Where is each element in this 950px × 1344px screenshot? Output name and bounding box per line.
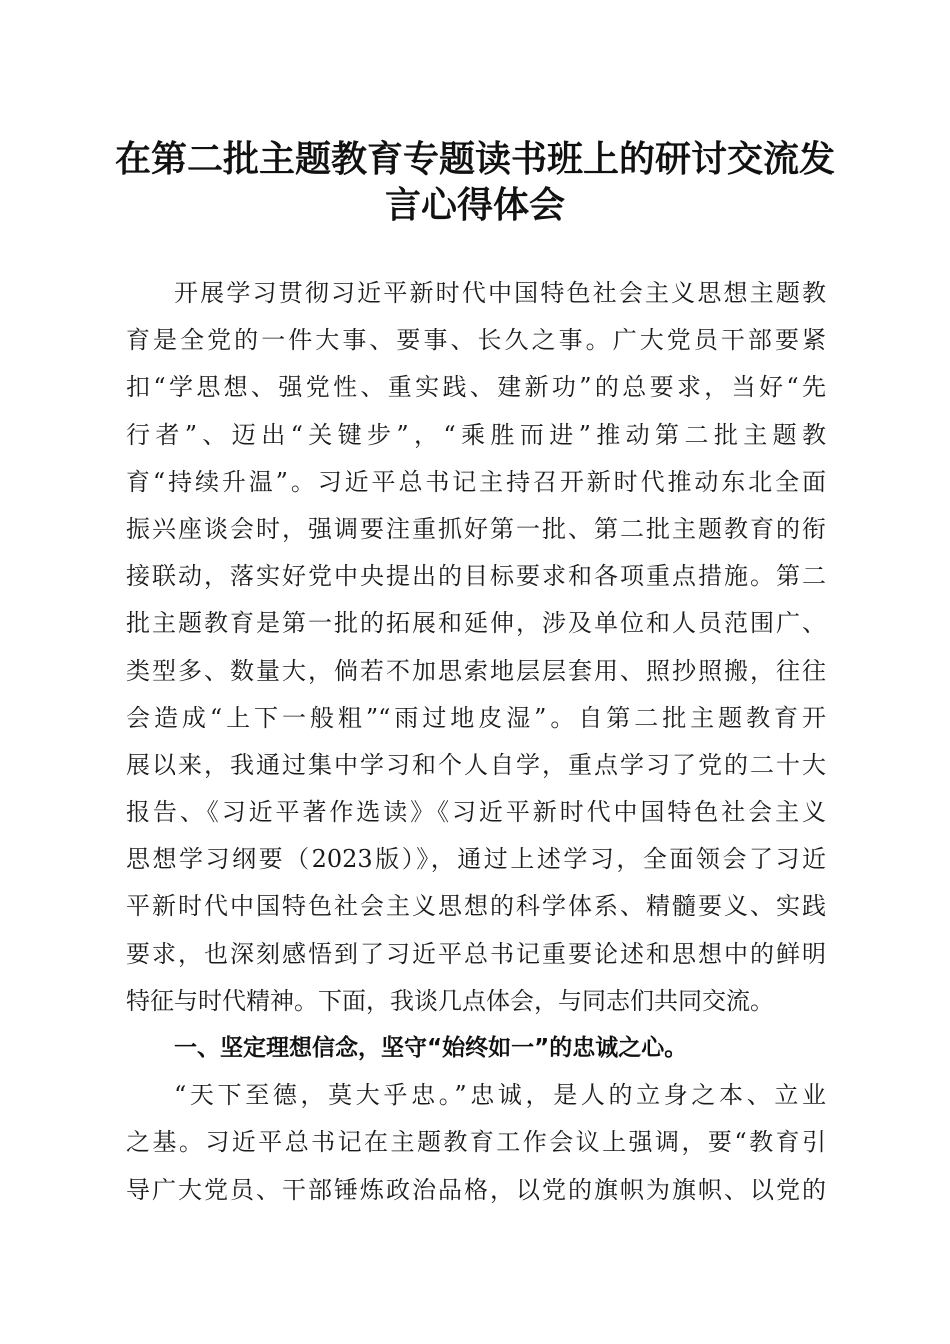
paragraph-line: 要求，也深刻感悟到了习近平总书记重要论述和思想中的鲜明: [126, 939, 826, 968]
paragraph-line: 开展学习贯彻习近平新时代中国特色社会主义思想主题教: [174, 279, 826, 307]
document-title: [100, 136, 850, 228]
paragraph-section-one: [126, 1072, 826, 1214]
paragraph-line: 接联动，落实好党中央提出的目标要求和各项重点措施。第二: [126, 562, 826, 591]
paragraph-line: 平新时代中国特色社会主义思想的科学体系、精髓要义、实践: [126, 892, 826, 921]
document-body: [126, 270, 826, 1214]
paragraph-line: 育是全党的一件大事、要事、长久之事。广大党员干部要紧: [126, 326, 826, 355]
paragraph-line: 振兴座谈会时，强调要注重抓好第一批、第二批主题教育的衔: [126, 514, 826, 543]
paragraph-line: 会造成“上下一般粗”“雨过地皮湿”。自第二批主题教育开: [126, 703, 826, 732]
paragraph-line: 扣“学思想、强党性、重实践、建新功”的总要求，当好“先: [126, 373, 826, 402]
paragraph-line: 导广大党员、干部锤炼政治品格，以党的旗帜为旗帜、以党的: [126, 1175, 826, 1204]
paragraph-line: 类型多、数量大，倘若不加思索地层层套用、照抄照搬，往往: [126, 656, 826, 685]
paragraph-line: 特征与时代精神。下面，我谈几点体会，与同志们共同交流。: [126, 986, 774, 1015]
paragraph-line: “天下至德，莫大乎忠。”忠诚，是人的立身之本、立业: [174, 1081, 826, 1110]
paragraph-line: 展以来，我通过集中学习和个人自学，重点学习了党的二十大: [126, 750, 826, 779]
paragraph-intro: [126, 270, 826, 1025]
title-line: 在第二批主题教育专题读书班上的研讨交流发: [114, 138, 835, 180]
title-line: 言心得体会: [384, 184, 565, 226]
paragraph-line: 之基。习近平总书记在主题教育工作会议上强调，要“教育引: [126, 1128, 826, 1157]
paragraph-line: 批主题教育是第一批的拓展和延伸，涉及单位和人员范围广、: [126, 609, 826, 638]
paragraph-line: 报告、《习近平著作选读》《习近平新时代中国特色社会主义: [126, 798, 826, 827]
section-heading: 一、坚定理想信念，坚守“始终如一”的忠诚之心。: [174, 1035, 688, 1061]
paragraph-line: 育“持续升温”。习近平总书记主持召开新时代推动东北全面: [126, 467, 826, 496]
paragraph-line: 行者”、迈出“关键步”，“乘胜而进”推动第二批主题教: [126, 420, 826, 449]
paragraph-line: 思想学习纲要（2023版）》，通过上述学习，全面领会了习近: [126, 845, 826, 874]
